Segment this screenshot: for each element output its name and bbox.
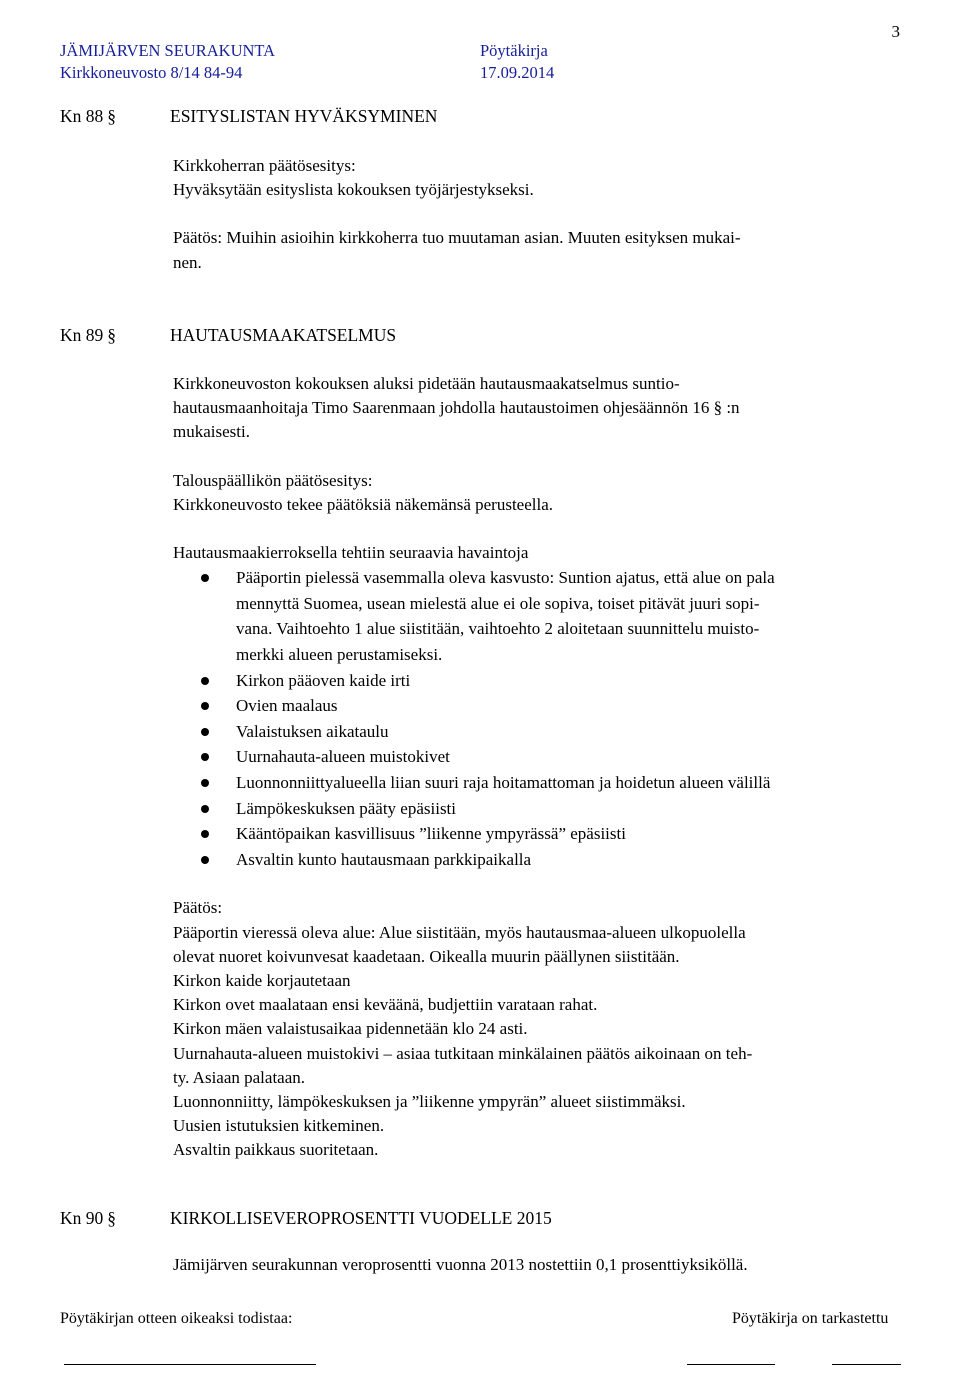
decision-line: Asvaltin paikkaus suoritetaan. — [173, 1140, 379, 1160]
decision-line: Kirkon kaide korjautetaan — [173, 970, 351, 990]
decision-line: Kirkon ovet maalataan ensi keväänä, budjettiin varataan rahat. — [173, 995, 598, 1015]
meeting-reference: Kirkkoneuvosto 8/14 84-94 — [60, 63, 243, 82]
proposal-label: Talouspäällikön päätösesitys: — [173, 470, 373, 490]
section-symbol: § — [107, 325, 117, 345]
decision-line: Uurnahauta-alueen muistokivi – asiaa tutkitaan minkälainen päätös aikoinaan on teh- — [173, 1043, 753, 1063]
proposal-label: Kirkkoherran päätösesitys: — [173, 156, 356, 175]
organization-name: JÄMIJÄRVEN SEURAKUNTA — [60, 41, 276, 60]
list-item: Luonnonniittyalueella liian suuri raja hoitamattoman ja hoidetun alueen välillä — [173, 770, 903, 796]
proposal-text: Hyväksytään esityslista kokouksen työjärjestykseksi. — [173, 180, 534, 200]
decision-text: Päätös: Muihin asioihin kirkkoherra tuo muutaman asian. Muuten esityksen mukai- — [173, 228, 741, 248]
section-number: Kn 88 § — [60, 106, 117, 126]
list-item: Lämpökeskuksen pääty epäsiisti — [173, 796, 903, 822]
decision-line: Uusien istutuksien kitkeminen. — [173, 1116, 385, 1136]
signature-line — [687, 1364, 775, 1365]
decision-label: Päätös: — [173, 898, 223, 918]
list-item: Valaistuksen aikataulu — [173, 719, 903, 745]
section-title: HAUTAUSMAAKATSELMUS — [170, 325, 397, 345]
decision-line: Kirkon mäen valaistusaikaa pidennetään klo 24 asti. — [173, 1019, 528, 1039]
proposal-text: Kirkkoneuvosto tekee päätöksiä näkemänsä perusteella. — [173, 494, 554, 514]
list-item: Kääntöpaikan kasvillisuus ”liikenne ympyrässä” epäsiisti — [173, 821, 903, 847]
list-item: Kirkon pääoven kaide irti — [173, 668, 903, 694]
section-heading-kn88 — [60, 104, 437, 128]
section-title: ESITYSLISTAN HYVÄKSYMINEN — [170, 106, 438, 126]
intro-text: mukaisesti. — [173, 422, 250, 442]
signature-line — [64, 1364, 316, 1365]
section-number: Kn 90 § — [60, 1208, 117, 1228]
meeting-date: 17.09.2014 — [480, 63, 555, 82]
section-number: Kn 89 § — [60, 325, 117, 345]
section-text: Jämijärven seurakunnan veroprosentti vuonna 2013 nostettiin 0,1 prosenttiyksiköllä. — [173, 1255, 748, 1274]
decision-text-cont: nen. — [173, 252, 202, 272]
section-symbol: § — [107, 106, 117, 126]
list-item: Pääportin pielessä vasemmalla oleva kasvusto: Suntion ajatus, että alue on pala mennyttä Suomea, usean mielestä alue ei ole sopiva, toiset pitävät juuri sopi- vana. Vaihtoehto 1 alue siistitään, vaihtoehto 2 aloitetaan suunnittelu muisto- merkki alueen perustamiseksi. — [173, 565, 903, 667]
list-item: Asvaltin kunto hautausmaan parkkipaikalla — [173, 847, 903, 873]
intro-text: hautausmaanhoitaja Timo Saarenmaan johdolla hautaustoimen ohjesäännön 16 § :n — [173, 398, 740, 418]
section-body-kn90 — [173, 1253, 903, 1277]
decision-line: Pääportin vieressä oleva alue: Alue siistitään, myös hautausmaa-alueen ulkopuolella — [173, 922, 746, 942]
section-body-kn89 — [173, 372, 903, 1163]
review-label: Pöytäkirja on tarkastettu — [732, 1310, 889, 1327]
certification-label: Pöytäkirjan otteen oikeaksi todistaa: — [60, 1310, 293, 1327]
section-body-kn88 — [173, 154, 903, 275]
section-heading-kn90 — [60, 1206, 552, 1230]
list-item: Ovien maalaus — [173, 693, 903, 719]
signature-line — [832, 1364, 901, 1365]
observations-list — [173, 565, 903, 872]
decision-line: ty. Asiaan palataan. — [173, 1067, 306, 1087]
observations-label: Hautausmaakierroksella tehtiin seuraavia havaintoja — [173, 543, 529, 563]
section-symbol: § — [107, 1208, 117, 1228]
decision-line: olevat nuoret koivunvesat kaadetaan. Oikealla muurin päällynen siistitään. — [173, 946, 680, 966]
section-title: KIRKOLLISEVEROPROSENTTI VUODELLE 2015 — [170, 1208, 552, 1228]
document-type: Pöytäkirja — [480, 41, 548, 60]
list-item: Uurnahauta-alueen muistokivet — [173, 744, 903, 770]
decision-line: Luonnonniitty, lämpökeskuksen ja ”liikenne ympyrän” alueet siistimmäksi. — [173, 1091, 686, 1111]
intro-text: Kirkkoneuvoston kokouksen aluksi pidetään hautausmaakatselmus suntio- — [173, 374, 680, 393]
section-heading-kn89 — [60, 323, 396, 347]
page-number: 3 — [891, 22, 900, 41]
